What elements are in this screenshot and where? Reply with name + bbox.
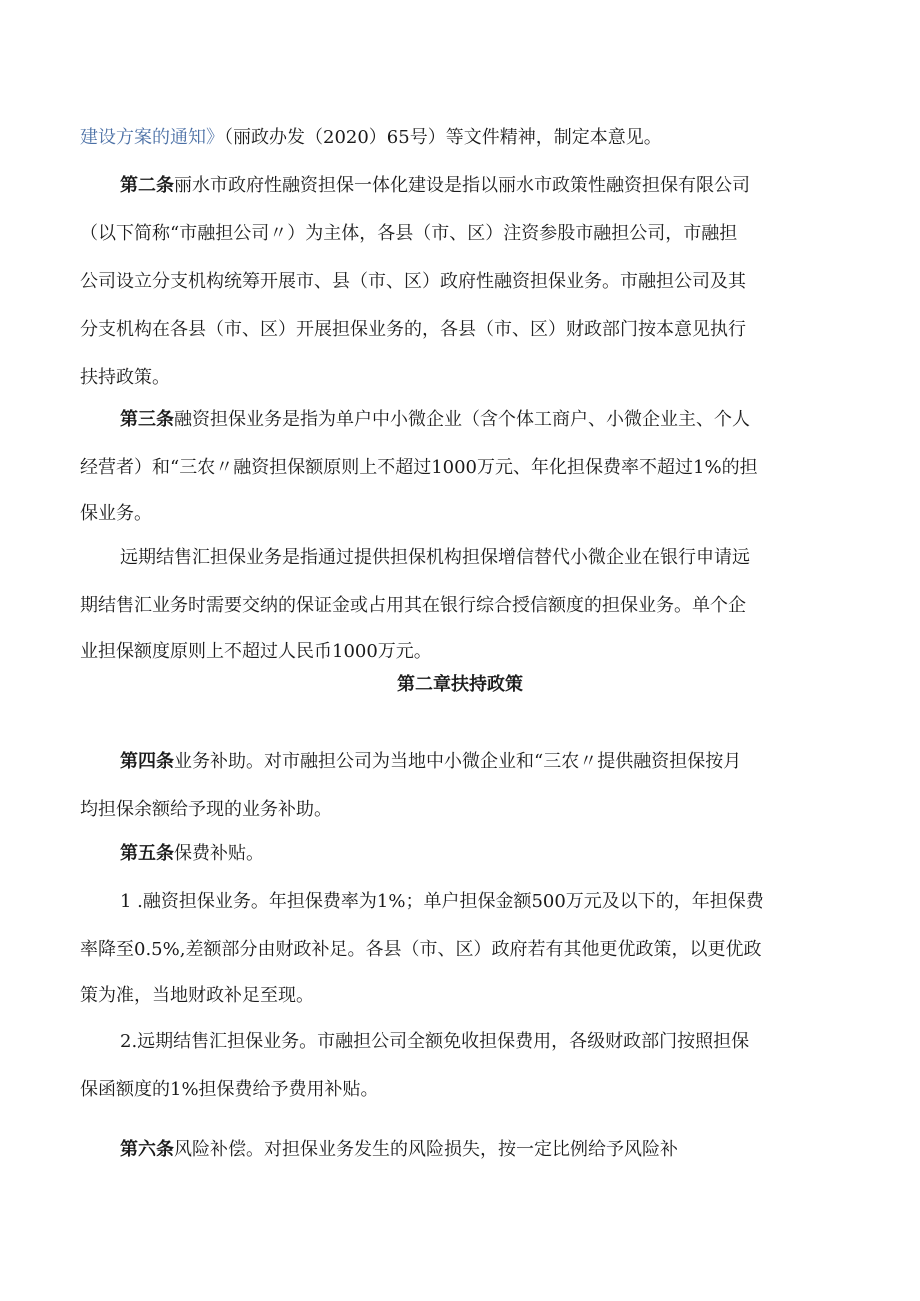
article-3-line-1 [120, 408, 840, 432]
article-4-line-2: 均担保余额给予现的业务补助。 [80, 799, 332, 820]
article-5-label: 第五条 [120, 843, 174, 864]
paragraph-4-line-2: 期结售汇业务时需要交纳的保证金或占用其在银行综合授信额度的担保业务。单个企 [80, 595, 746, 616]
article-6-text-1: 风险补偿。对担保业务发生的风险损失，按一定比例给予风险补 [174, 1139, 678, 1160]
item-2-line-1: 2.远期结售汇担保业务。市融担公司全额免收担保费用，各级财政部门按照担保 [120, 1031, 750, 1052]
paragraph-4-line-1: 远期结售汇担保业务是指通过提供担保机构担保增信替代小微企业在银行申请远 [120, 547, 750, 568]
article-5-line-1 [120, 842, 840, 866]
item-1-line-3: 策为准，当地财政补足至现。 [80, 985, 314, 1006]
article-3-line-2: 经营者）和“三农〃融资担保额原则上不超过1000万元、年化担保费率不超过1%的担 [80, 457, 758, 478]
item-1-line-2: 率降至0.5%,差额部分由财政补足。各县（市、区）政府若有其他更优政策，以更优政 [80, 939, 762, 960]
document-link[interactable]: 建设方案的通知》 [80, 127, 224, 148]
article-2-line-2: （以下简称“市融担公司〃）为主体，各县（市、区）注资参股市融担公司，市融担 [80, 223, 738, 244]
item-2-line-2: 保函额度的1%担保费给予费用补贴。 [80, 1079, 379, 1100]
paragraph-1-line-1 [80, 126, 840, 150]
paragraph-4-line-3: 业担保额度原则上不超过人民币1000万元。 [80, 641, 432, 662]
article-2-line-3: 公司设立分支机构统筹开展市、县（市、区）政府性融资担保业务。市融担公司及其 [80, 271, 746, 292]
article-2-line-4: 分支机构在各县（市、区）开展担保业务的，各县（市、区）财政部门按本意见执行 [80, 319, 746, 340]
paragraph-1-text: （丽政办发（2020）65号）等文件精神，制定本意见。 [224, 127, 662, 148]
chapter-heading: 第二章扶持政策 [397, 674, 523, 695]
article-2-text-1: 丽水市政府性融资担保一体化建设是指以丽水市政策性融资担保有限公司 [174, 175, 750, 196]
article-2-line-5: 扶持政策。 [80, 367, 170, 388]
article-3-line-3: 保业务。 [80, 503, 152, 524]
article-5-text-1: 保费补贴。 [174, 843, 264, 864]
article-4-line-1 [120, 750, 840, 774]
article-4-label: 第四条 [120, 751, 174, 772]
article-2-line-1 [120, 174, 840, 198]
article-6-line-1 [120, 1138, 840, 1162]
article-3-text-1: 融资担保业务是指为单户中小微企业（含个体工商户、小微企业主、个人 [174, 409, 750, 430]
article-4-text-1: 业务补助。对市融担公司为当地中小微企业和“三农〃提供融资担保按月 [174, 751, 742, 772]
article-2-label: 第二条 [120, 175, 174, 196]
article-3-label: 第三条 [120, 409, 174, 430]
article-6-label: 第六条 [120, 1139, 174, 1160]
item-1-line-1: 1 .融资担保业务。年担保费率为1%；单户担保金额500万元及以下的，年担保费 [120, 891, 764, 912]
